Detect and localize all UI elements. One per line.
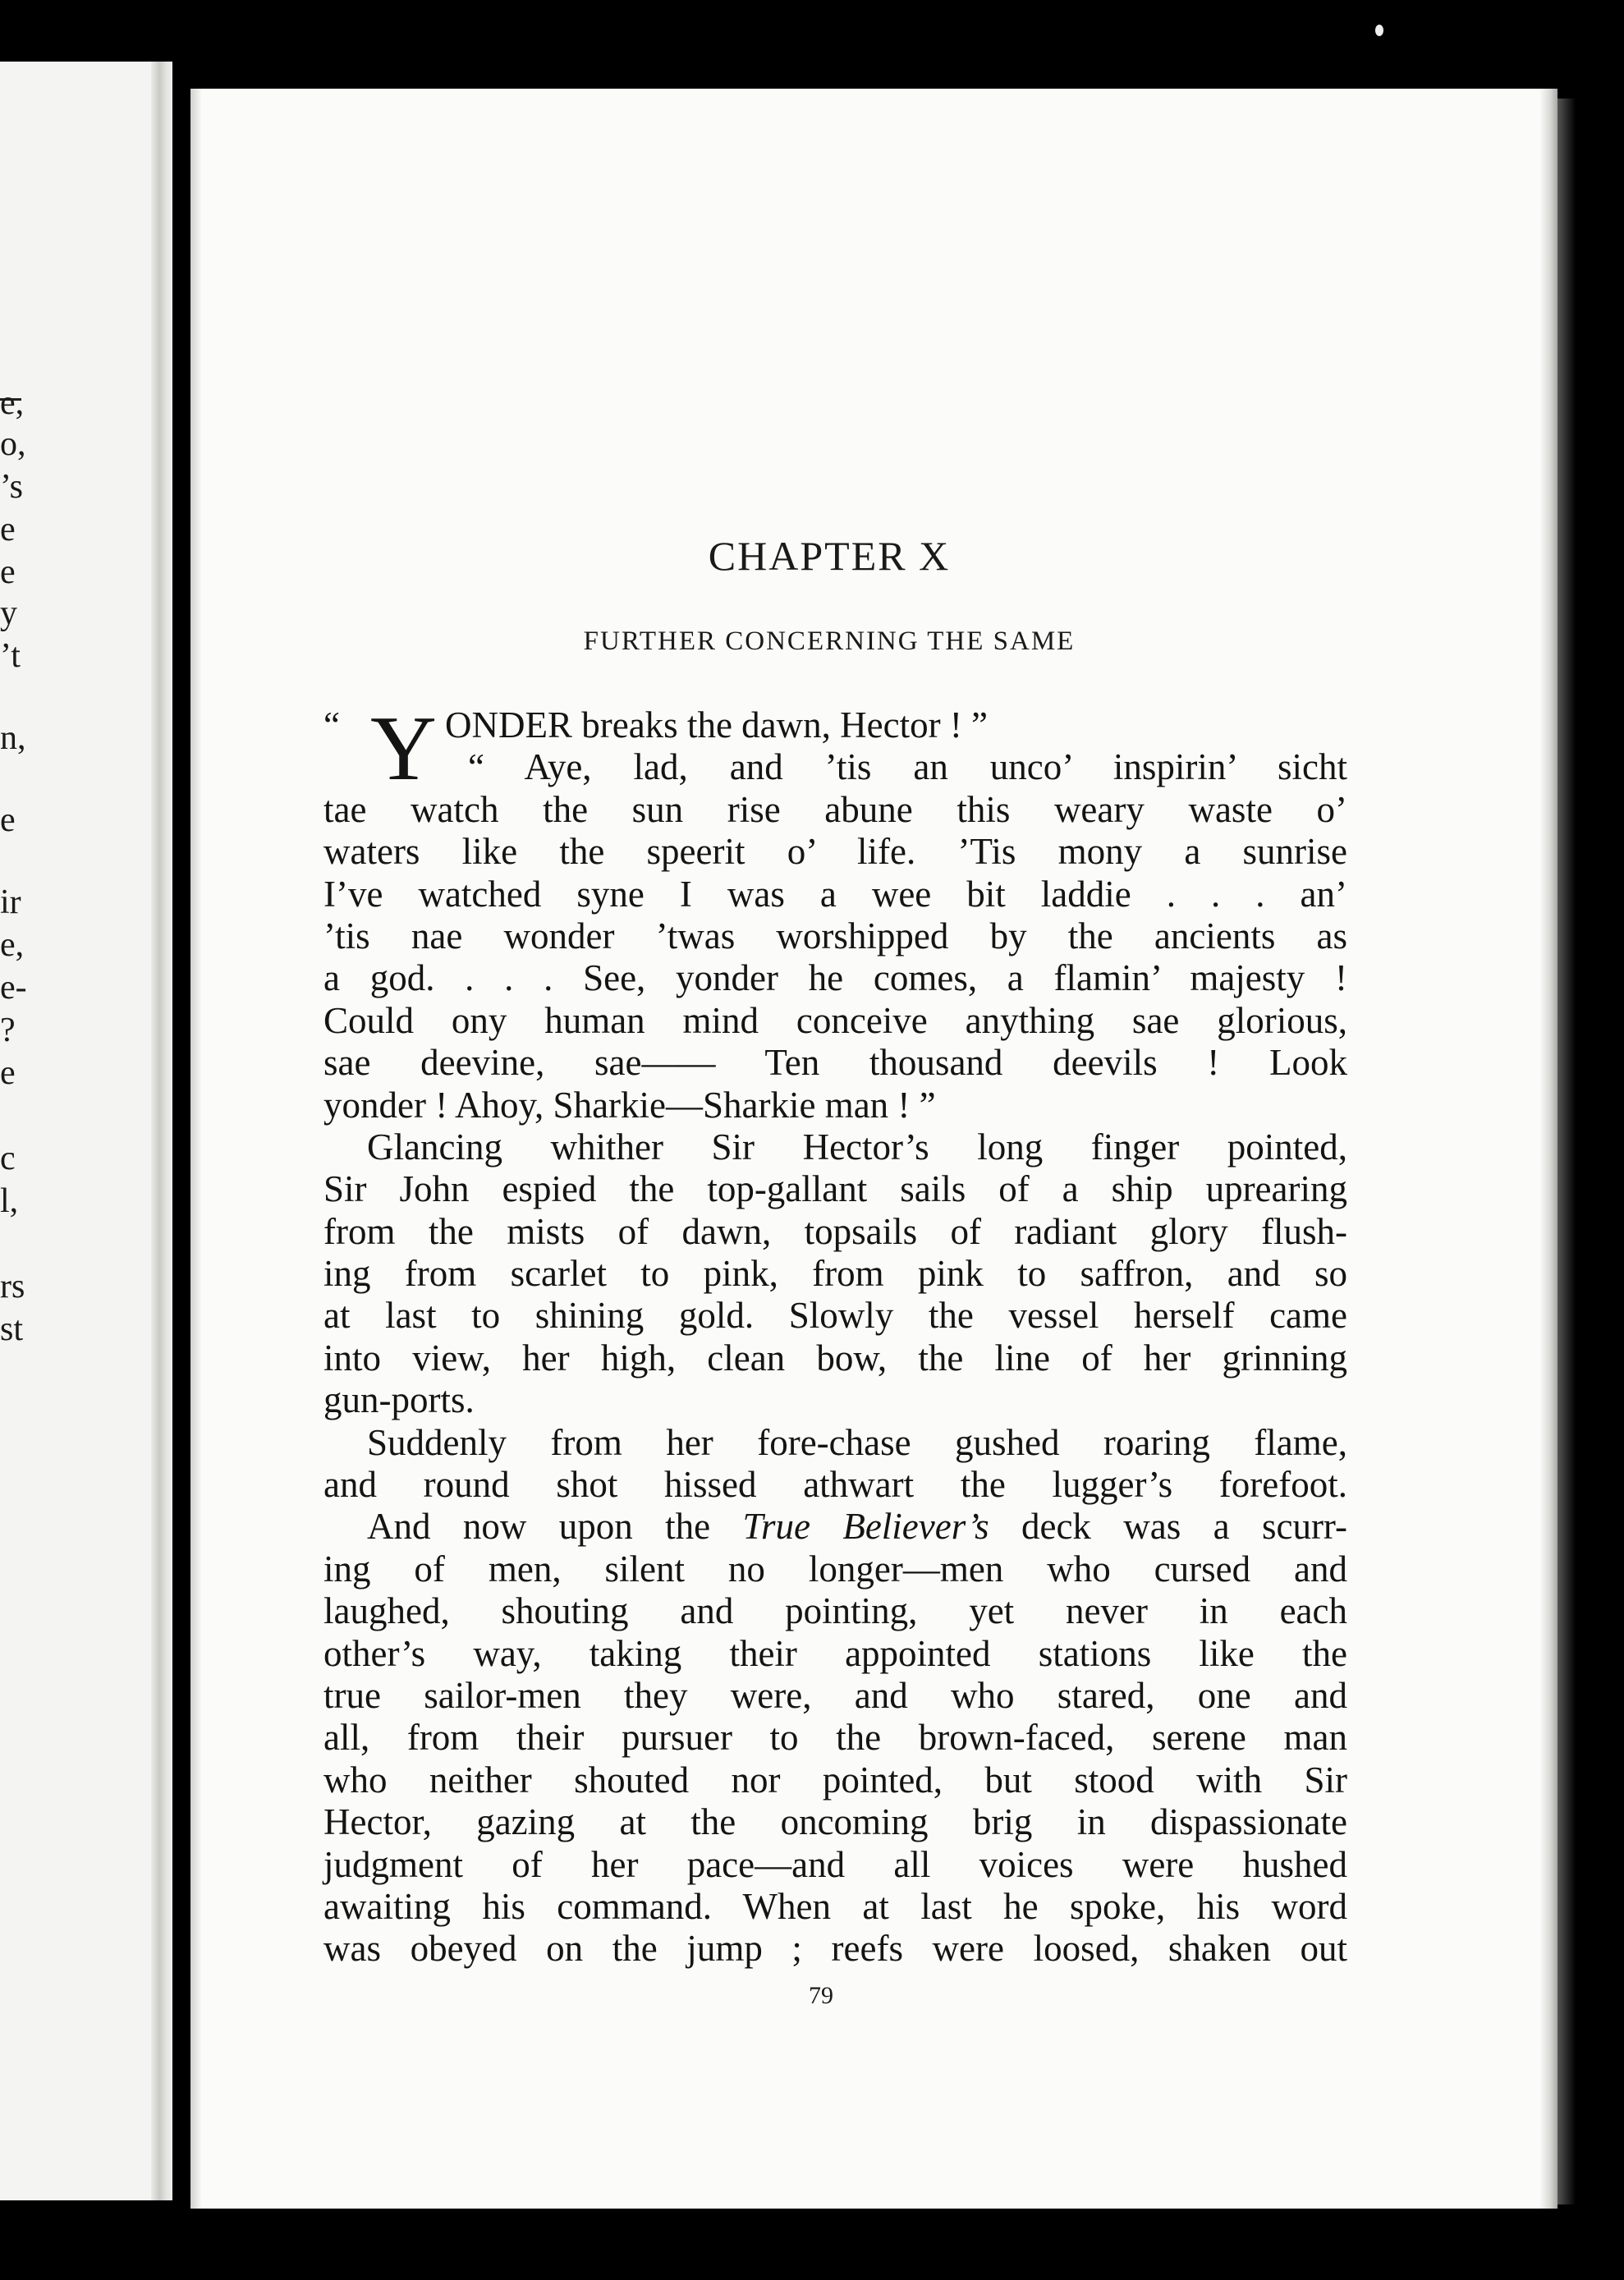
facing-page-fragment: e, — [0, 926, 25, 964]
facing-page-fragment: ? — [0, 1012, 16, 1049]
text-line: tae watch the sun rise abune this weary waste o’ — [323, 788, 1347, 830]
text-line: and round shot hissed athwart the lugger’s forefoot. — [323, 1464, 1347, 1506]
text-line: who neither shouted nor pointed, but stood with Sir — [323, 1759, 1347, 1801]
page-gutter-shadow — [190, 89, 202, 2209]
text-line: at last to shining gold. Slowly the vessel herself came — [323, 1295, 1347, 1337]
text-line — [323, 1506, 1347, 1548]
text-line: I’ve watched syne I was a wee bit laddie . . . an’ — [323, 873, 1347, 915]
facing-page-fragment: y — [0, 594, 17, 632]
text-run: deck was a scurr- — [989, 1506, 1348, 1548]
text-line: ing of men, silent no longer—men who cursed and — [323, 1548, 1347, 1590]
text-line: other’s way, taking their appointed stations like the — [323, 1632, 1347, 1674]
facing-page-fragment: n, — [0, 719, 26, 757]
text-line: gun-ports. — [323, 1379, 475, 1421]
facing-page-fragment: c — [0, 1140, 16, 1177]
text-line: waters like the speerit o’ life. ’Tis mony a sunrise — [323, 831, 1347, 873]
text-line: from the mists of dawn, topsails of radiant glory flush- — [323, 1210, 1347, 1252]
page-edge-shadow — [1539, 89, 1557, 2209]
page-number: 79 — [809, 1982, 833, 2009]
drop-cap: Y — [370, 698, 437, 800]
text-line: a god. . . . See, yonder he comes, a flamin’ majesty ! — [323, 957, 1347, 999]
text-line: all, from their pursuer to the brown-faced, serene man — [323, 1717, 1347, 1759]
ship-name: True Believer’s — [742, 1506, 989, 1548]
text-line: Sir John espied the top-gallant sails of a ship uprearing — [323, 1168, 1347, 1210]
text-line: awaiting his command. When at last he spoke, his word — [323, 1885, 1347, 1927]
paragraph-lines — [323, 1548, 1347, 1970]
text-line: Glancing whither Sir Hector’s long finger pointed, — [367, 1126, 1347, 1168]
text-line: ing from scarlet to pink, from pink to saffron, and so — [323, 1253, 1347, 1295]
facing-page-fragment: e — [0, 1054, 16, 1092]
text-line: “ Aye, lad, and ’tis an unco’ inspirin’ sicht — [468, 746, 1347, 788]
facing-page-fragment: ’t — [0, 637, 21, 675]
text-line: Could ony human mind conceive anything sae glorious, — [323, 999, 1347, 1041]
chapter-title: CHAPTER X — [708, 533, 951, 579]
text-line: sae deevine, sae—— Ten thousand deevils ! Look — [323, 1042, 1347, 1084]
facing-page-fragment: e- — [0, 969, 27, 1007]
facing-page-fragment: rs — [0, 1268, 25, 1305]
first-line-text: ONDER breaks the dawn, Hector ! ” — [445, 704, 989, 745]
facing-page-fragment: ’s — [0, 468, 24, 506]
facing-page-fragment: o, — [0, 425, 26, 463]
left-gutter — [151, 62, 172, 2200]
text-line: into view, her high, clean bow, the line of her grinning — [323, 1337, 1347, 1379]
page-edge — [1557, 99, 1576, 2204]
text-line: was obeyed on the jump ; reefs were loosed, shaken out — [323, 1928, 1347, 1970]
text-line: yonder ! Ahoy, Sharkie—Sharkie man ! ” — [323, 1084, 936, 1126]
text-line: true sailor-men they were, and who stared, one and — [323, 1674, 1347, 1716]
opening-quote: “ — [323, 704, 340, 745]
text-line: ’tis nae wonder ’twas worshipped by the ancients as — [323, 915, 1347, 956]
chapter-subtitle: FURTHER CONCERNING THE SAME — [583, 626, 1076, 656]
facing-page-fragment: e — [0, 511, 16, 548]
text-run: And now upon the — [367, 1506, 743, 1548]
text-line: judgment of her pace—and all voices were hushed — [323, 1843, 1347, 1885]
facing-page-fragment: l, — [0, 1182, 19, 1220]
paragraph-lines — [323, 789, 1347, 1507]
facing-page-fragment: e — [0, 801, 16, 839]
facing-page-fragment: st — [0, 1310, 24, 1348]
facing-page-fragment: e — [0, 553, 16, 591]
facing-page-fragment: ir — [0, 883, 21, 921]
body-text — [323, 698, 1348, 1970]
text-line: Suddenly from her fore-chase gushed roaring flame, — [367, 1421, 1347, 1463]
text-line: Hector, gazing at the oncoming brig in dispassionate — [323, 1801, 1347, 1843]
facing-page-fragment: e, — [0, 384, 25, 422]
dust-speck — [1375, 25, 1383, 36]
text-line: laughed, shouting and pointing, yet never in each — [323, 1590, 1347, 1632]
facing-page — [0, 62, 172, 2200]
